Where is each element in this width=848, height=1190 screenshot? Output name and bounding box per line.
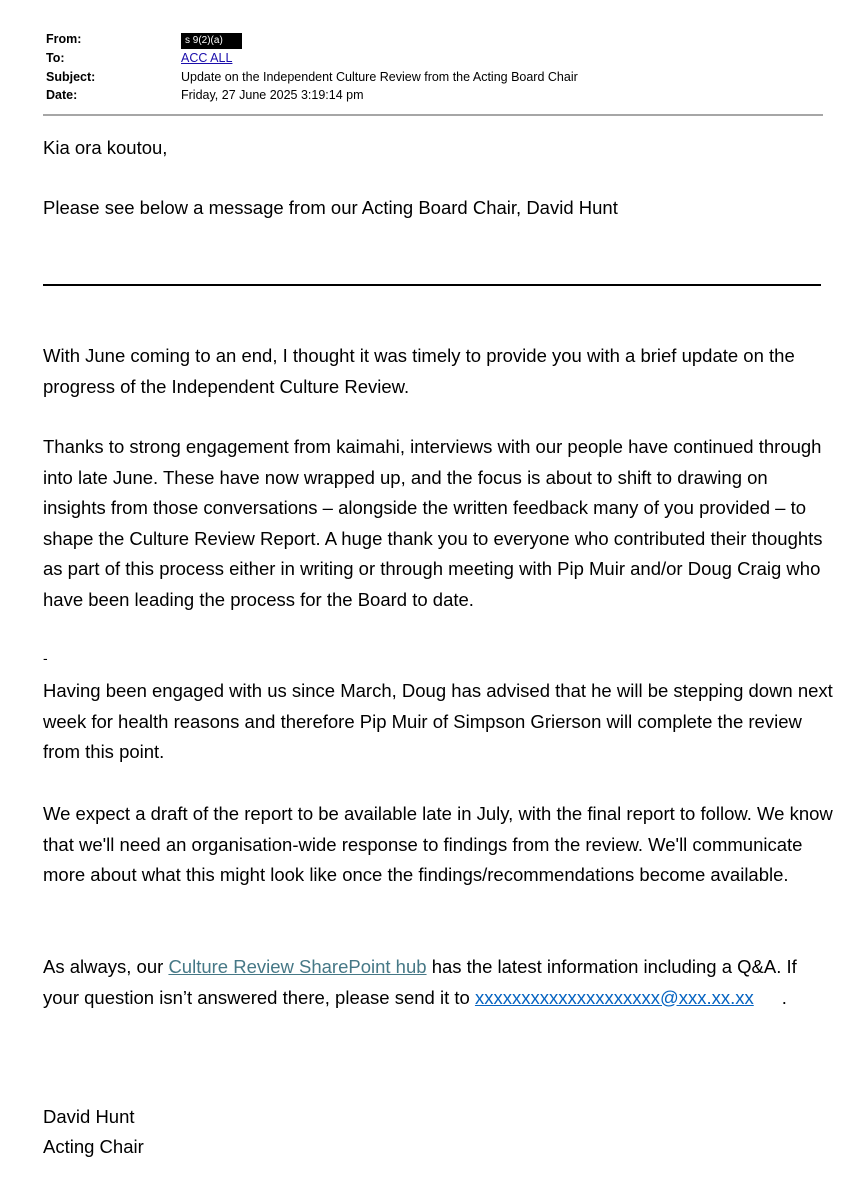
subject-value: Update on the Independent Culture Review from the Acting Board Chair <box>181 69 578 84</box>
date-label: Date: <box>46 88 78 102</box>
p5-text-start: As always, our <box>43 956 169 977</box>
p5-text-middle: has the latest information including a Q&A. If your question isn’t answered there, please send it to <box>43 956 797 1008</box>
email-address-link[interactable]: xxxxxxxxxxxxxxxxxxxx@xxx.xx.xx <box>474 986 754 1008</box>
from-label: From: <box>46 32 82 47</box>
greeting: Kia ora koutou, <box>43 137 168 158</box>
paragraph-4: We expect a draft of the report to be available late in July, with the final report to follow. We know that we'll need an organisation-wide response to findings from the review. We'll communicate more about what this might look like once the findings/recommendations become available. <box>43 803 833 885</box>
paragraph-1: With June coming to an end, I thought it was timely to provide you with a brief update on the progress of the Independent Culture Review. <box>43 345 795 397</box>
paragraph-5 <box>43 952 833 1013</box>
date-value: Friday, 27 June 2025 3:19:14 pm <box>181 88 364 102</box>
message-divider <box>43 284 821 286</box>
signature-name: David Hunt <box>43 1106 135 1127</box>
separator-dash: - <box>43 650 48 666</box>
date-row <box>46 86 826 105</box>
intro-line: Please see below a message from our Acting Board Chair, David Hunt <box>43 197 618 218</box>
to-recipient-link[interactable]: ACC ALL <box>181 51 233 65</box>
sharepoint-hub-link[interactable]: Culture Review SharePoint hub <box>168 956 427 977</box>
subject-row <box>46 68 826 87</box>
to-label: To: <box>46 51 65 65</box>
paragraph-3: Having been engaged with us since March, Doug has advised that he will be stepping down next week for health reasons and therefore Pip Muir of Simpson Grierson will complete the review from this point. <box>43 680 833 762</box>
subject-label: Subject: <box>46 69 96 84</box>
paragraph-2: Thanks to strong engagement from kaimahi, interviews with our people have continued through into late June. These have now wrapped up, and the focus is about to shift to drawing on insights from those conversations – alongside the written feedback many of you provided – to shape the Culture Review Report. A huge thank you to everyone who contributed their thoughts as part of this process either in writing or through meeting with Pip Muir and/or Doug Craig who have been leading the process for the Board to date. <box>43 436 823 610</box>
from-row <box>46 30 826 49</box>
email-header <box>46 30 826 105</box>
p5-text-end: . <box>781 986 787 1008</box>
signature-title: Acting Chair <box>43 1136 144 1157</box>
from-redacted-value: s 9(2)(a) <box>181 33 242 49</box>
to-row <box>46 49 826 68</box>
header-divider <box>43 114 823 116</box>
